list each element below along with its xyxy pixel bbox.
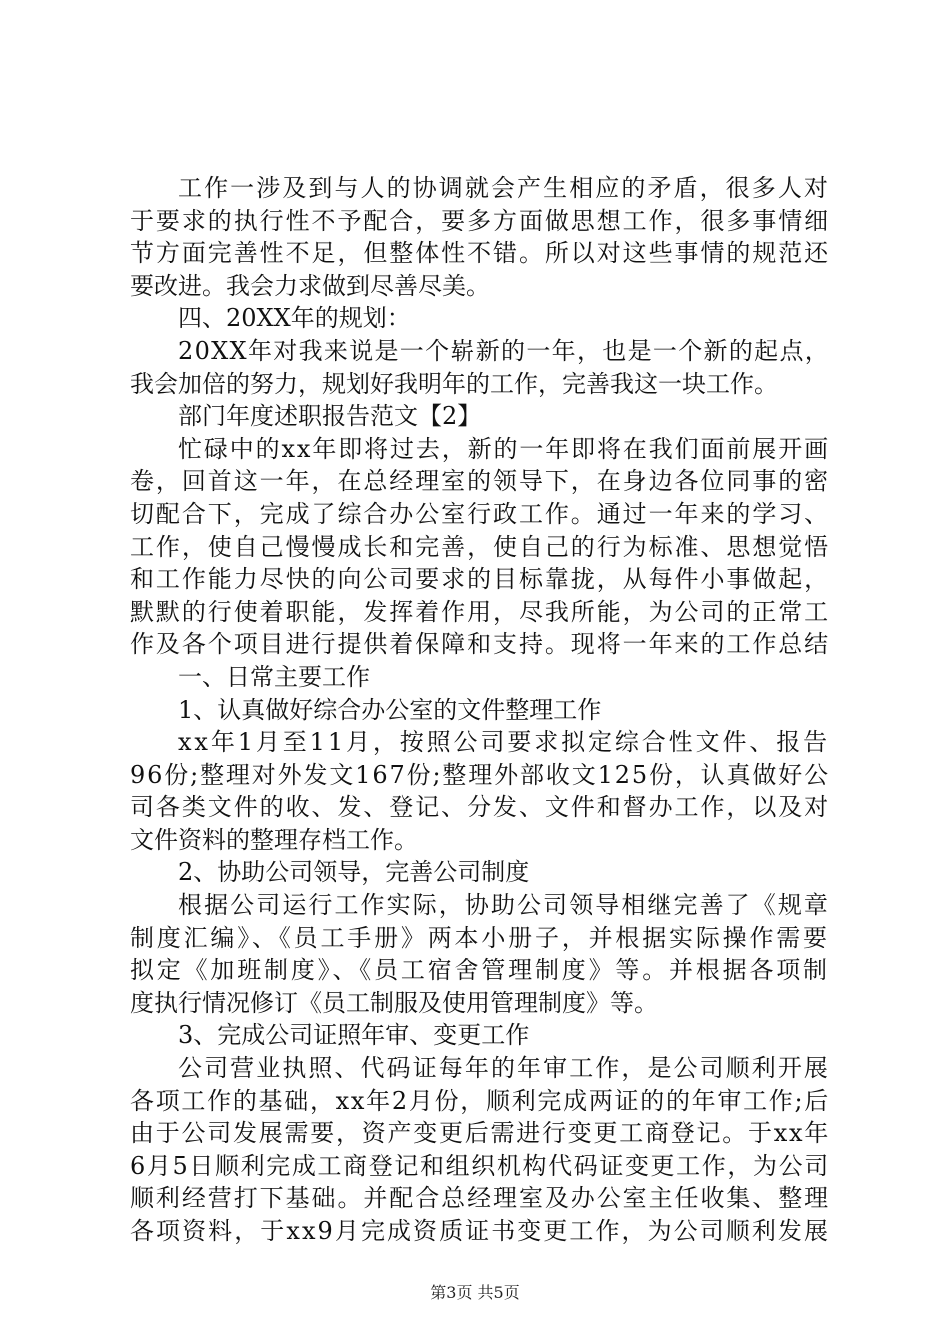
text-line: 20XX年对我来说是一个崭新的一年，也是一个新的起点， [178,336,831,365]
text-line: 工作一涉及到与人的协调就会产生相应的矛盾，很多人对 [178,174,830,202]
text-line: 我会加倍的努力，规划好我明年的工作，完善我这一块工作。 [130,369,778,398]
text-line: 由于公司发展需要，资产变更后需进行变更工商登记。于xx年 [130,1119,831,1148]
text-line: 四、20XX年的规划： [178,304,411,333]
text-line: 拟定《加班制度》、《员工宿舍管理制度》等。并根据各项制 [130,956,830,985]
text-line: 于要求的执行性不予配合，要多方面做思想工作，很多事情细 [130,206,831,235]
text-line: 默默的行使着职能，发挥着作用，尽我所能，为公司的正常工 [130,597,831,626]
text-line: 工作，使自己慢慢成长和完善，使自己的行为标准、思想觉悟 [130,532,831,561]
text-line: 制度汇编》、《员工手册》两本小册子，并根据实际操作需要 [130,923,830,952]
text-line: 顺利经营打下基础。并配合总经理室及办公室主任收集、整理 [130,1184,831,1213]
page-footer: 第3页 共5页 [430,1283,520,1302]
document-body [130,172,830,1248]
text-line: 节方面完善性不足，但整体性不错。所以对这些事情的规范还 [130,239,831,268]
text-line: 切配合下，完成了综合办公室行政工作。通过一年来的学习、 [130,499,831,528]
text-line: 根据公司运行工作实际，协助公司领导相继完善了《规章 [178,891,830,920]
text-line: 各项工作的基础，xx年2月份，顺利完成两证的的年审工作;后 [130,1086,831,1115]
text-line: 2、协助公司领导，完善公司制度 [178,858,530,887]
text-line: 部门年度述职报告范文【2】 [178,402,482,431]
text-line: xx年1月至11月，按照公司要求拟定综合性文件、报告 [178,728,831,757]
text-line: 1、认真做好综合办公室的文件整理工作 [178,695,602,724]
text-line: 各项资料，于xx9月完成资质证书变更工作，为公司顺利发展 [130,1217,831,1245]
text-line: 6月5日顺利完成工商登记和组织机构代码证变更工作，为公司 [130,1151,830,1180]
text-line: 作及各个项目进行提供着保障和支持。现将一年来的工作总结 [130,630,831,659]
text-line: 卷，回首这一年，在总经理室的领导下，在身边各位同事的密 [130,467,831,496]
text-line: 司各类文件的收、发、登记、分发、文件和督办工作，以及对 [130,793,831,822]
text-line: 公司营业执照、代码证每年的年审工作，是公司顺利开展 [178,1054,830,1083]
text-line: 一、日常主要工作 [178,662,370,691]
text-line: 文件资料的整理存档工作。 [130,825,418,854]
text-line: 96份;整理对外发文167份;整理外部收文125份，认真做好公 [130,760,830,789]
text-line: 要改进。我会力求做到尽善尽美。 [130,271,490,300]
text-line: 度执行情况修订《员工制服及使用管理制度》等。 [130,988,658,1017]
text-line: 3、完成公司证照年审、变更工作 [178,1021,530,1050]
text-line: 忙碌中的xx年即将过去，新的一年即将在我们面前展开画 [178,434,830,463]
text-line: 和工作能力尽快的向公司要求的目标靠拢，从每件小事做起， [130,565,831,594]
